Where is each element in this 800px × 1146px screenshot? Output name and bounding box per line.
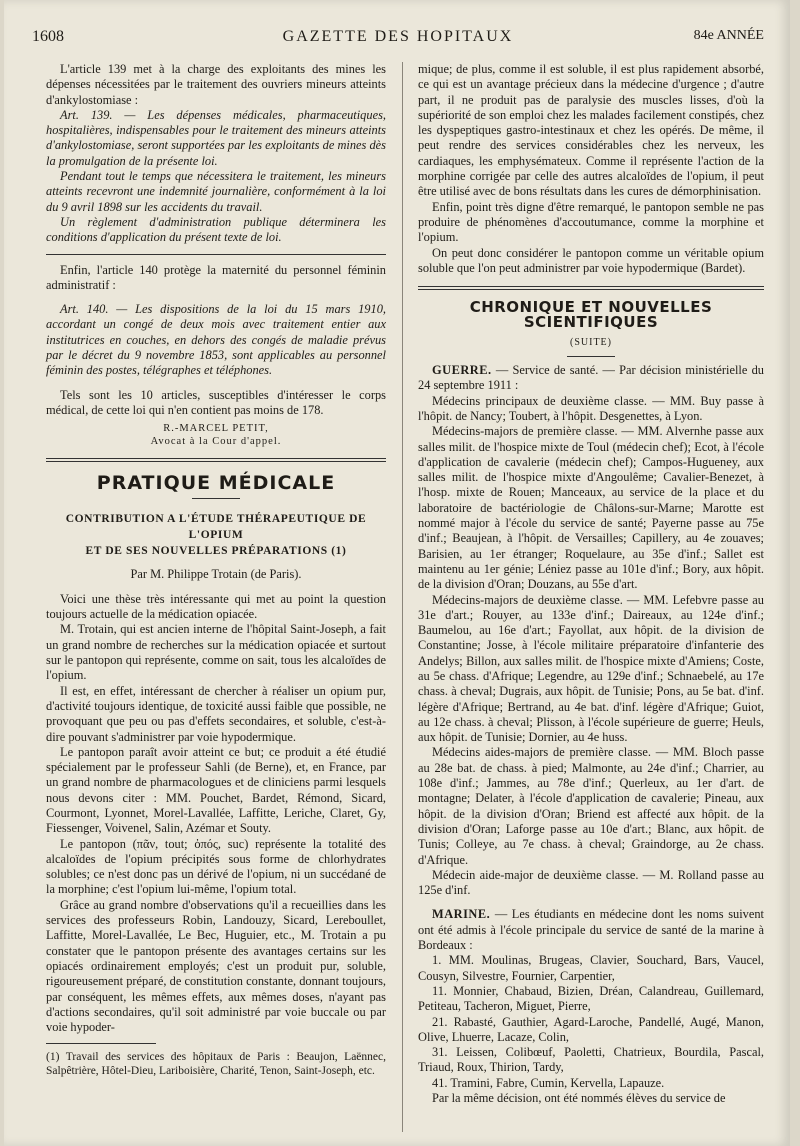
- section-title: PRATIQUE MÉDICALE: [96, 472, 336, 495]
- right-column: [418, 62, 764, 1106]
- list-item: 31. Leissen, Colibœuf, Paoletti, Chatrieux, Bourdila, Pascal, Triaud, Roux, Thirion, Tardy,: [418, 1045, 764, 1075]
- paragraph: mique; de plus, comme il est soluble, il est plus rapidement absorbé, ce qui est un avantage précieux dans la médecine d'urgence ; d'autre part, il ne produit pas de paralysie des muscles lisses, d'où la supériorité de son emploi chez les malades facilement constipés, chez les dyspeptiques gastro-intestinaux et chez les opérés. De même, il peut rendre des services considérables chez les nerveux, les cardiaques, les emphysémateux. Comme il représente l'action de la morphine corrigée par celle des autres alcaloïdes de l'opium, il peut être utilisé avec de bons résultats dans les cures de démorphinisation.: [418, 62, 764, 199]
- paragraph: Voici une thèse très intéressante qui met au point la question toujours actuelle de la médication opiacée.: [46, 591, 386, 622]
- paragraph: Le pantopon paraît avoir atteint ce but; ce produit a été étudié spécialement par le professeur Sahli (de Berne), et, en France, par un grand nombre de pharmacologues et de cliniciens parmi lesquels nous devons citer : MM. Pouchet, Bardet, Rémond, Sicard, Courmont, Lyonnet, Morel-Lavallée, Laffitte, Leriche, Claret, Gy, Fiessenger, Voivenel, Salin, Azémar et Souty.: [46, 744, 386, 836]
- paragraph: Médecins-majors de première classe. — MM. Alvernhe passe aux salles milit. de l'hospice mixte de Toul (médecin chef); Ecot, à l'école d'application de cavalerie (médecin chef); Campos-Hugueney, aux salles milit. de l'hospice mixte d'Angoulême; Cavalier-Benezet, à l'hosp. mixte de Rouen; Manceaux, au service de la place et du laboratoire de bactériologie de Châlons-sur-Marne; Marotte est nommé major à l'école du service de santé; Payerne passe au 75e d'inf.; Beaujean, à l'hôpit. de Versailles; Capillery, au 4e zouaves; Barisien, au 1er étranger; Roquelaure, au 35e d'inf.; Sallet est maintenu au 1er génie; Léniez passe au 101e d'inf.; Bory, aux hôpit. de la division d'Oran; Douzans, au 55e d'art.: [418, 424, 764, 592]
- article-139-indemnity: Pendant tout le temps que nécessitera le traitement, les mineurs atteints recevront une indemnité journalière, conformément à la loi du 9 avril 1898 sur les accidents du travail.: [46, 169, 386, 214]
- double-rule: [46, 458, 386, 462]
- article-139-regulation: Un règlement d'administration publique déterminera les conditions d'application du présent texte de loi.: [46, 214, 386, 245]
- footnote: (1) Travail des services des hôpitaux de Paris : Beaujon, Laënnec, Salpêtrière, Hôtel-Dieu, Lariboisière, Charité, Tenon, Saint-Joseph, etc.: [46, 1051, 386, 1078]
- paragraph: On peut donc considérer le pantopon comme un véritable opium soluble que l'on peut administrer par voie hypodermique (Bardet).: [418, 245, 764, 275]
- list-item: 21. Rabasté, Gauthier, Agard-Laroche, Pandellé, Augé, Manon, Olive, Lhuerre, Lacaze, Colin,: [418, 1014, 764, 1044]
- signature: [46, 422, 386, 448]
- divider: [46, 254, 386, 255]
- left-column: [46, 62, 386, 1078]
- paragraph: Il est, en effet, intéressant de chercher à réaliser un opium pur, d'activité toujours identique, de toxicité aussi faible que possible, ne provoquant que peu ou pas d'effets secondaires, et soluble, c'est-à-dire pouvant s'administrer par voie hypodermique.: [46, 683, 386, 744]
- byline: Par M. Philippe Trotain (de Paris).: [130, 566, 302, 581]
- marine-heading: — Les étudiants en médecine dont les noms suivent ont été admis à l'école principale du service de santé de la marine à Bordeaux :: [418, 907, 764, 953]
- paragraph: L'article 139 met à la charge des exploitants des mines les dépenses nécessitées par le traitement des ouvriers mineurs atteints d'ankylostomiase :: [46, 62, 386, 107]
- paragraph: Tels sont les 10 articles, susceptibles d'intéresser le corps médical, de cette loi qui n'en contient pas moins de 178.: [46, 387, 386, 417]
- column-separator: [402, 62, 403, 1132]
- list-item: 11. Monnier, Chabaud, Bizien, Dréan, Calandreau, Guillemard, Petiteau, Tacheron, Miguet, Pierre,: [418, 983, 764, 1014]
- author-title: Avocat à la Cour d'appel.: [150, 436, 282, 448]
- author-name: R.-MARCEL PETIT,: [163, 423, 269, 435]
- article-subtitle: [46, 511, 386, 559]
- paragraph-guerre: [418, 363, 764, 394]
- suite-label: (SUITE): [570, 336, 612, 348]
- footnote-rule: [46, 1043, 156, 1044]
- paragraph: M. Trotain, qui est ancien interne de l'hôpital Saint-Joseph, a fait un grand nombre de recherches sur la médication opiacée et surtout sur le pantopon qui représente, comme on sait, tous les alcaloïdes de l'opium.: [46, 622, 386, 683]
- page-number: 1608: [32, 28, 64, 45]
- section-title: CHRONIQUE ET NOUVELLES SCIENTIFIQUES: [469, 298, 713, 332]
- keyword-guerre: GUERRE.: [432, 363, 492, 378]
- paragraph: Enfin, l'article 140 protège la maternité du personnel féminin administratif :: [46, 262, 386, 292]
- paragraph: Par la même décision, ont été nommés élèves du service de: [432, 1091, 726, 1105]
- article-140: Art. 140. — Les dispositions de la loi du 15 mars 1910, accordant un congé de deux mois avec traitement entier aux institutrices en couches, en dehors des congés de maladie prévus par le décret du 9 novembre 1853, sont applicables au personnel féminin des postes, télégraphes et téléphones.: [46, 302, 386, 378]
- short-rule: [567, 356, 615, 357]
- page: [4, 0, 790, 1146]
- keyword-marine: MARINE.: [432, 907, 491, 922]
- list-item: 41. Tramini, Fabre, Cumin, Kervella, Lapauze.: [432, 1075, 665, 1090]
- paragraph: Le pantopon (πᾶν, tout; ὀπός, suc) représente la totalité des alcaloïdes de l'opium précipités sous forme de chlorhydrates solubles; ce n'est donc pas un dérivé de l'opium, ni un succédané de la morphine; c'est l'opium lui-même, l'opium total.: [46, 836, 386, 897]
- year-label: 84e ANNÉE: [693, 28, 764, 43]
- double-rule: [418, 286, 764, 290]
- paragraph: Enfin, point très digne d'être remarqué, le pantopon semble ne pas produire de phénomènes d'accoutumance, comme la morphine et l'opium.: [418, 199, 764, 245]
- list-item: 1. MM. Moulinas, Brugeas, Clavier, Souchard, Bars, Vaucel, Cousyn, Silvestre, Fournier, Carpentier,: [418, 953, 764, 983]
- subtitle-line-1: CONTRIBUTION A L'ÉTUDE THÉRAPEUTIQUE DE L'OPIUM: [65, 512, 367, 541]
- short-rule: [192, 498, 240, 499]
- subtitle-line-2: ET DE SES NOUVELLES PRÉPARATIONS (1): [85, 544, 347, 557]
- paragraph: Médecins principaux de deuxième classe. — MM. Buy passe à l'hôpit. de Nancy; Toubert, à l'hôpit. Desgenettes, à Lyon.: [418, 393, 764, 423]
- paragraph: Médecin aide-major de deuxième classe. — M. Rolland passe au 125e d'inf.: [418, 867, 764, 898]
- paragraph-marine: [418, 907, 764, 953]
- journal-title: GAZETTE DES HOPITAUX: [282, 28, 514, 45]
- paragraph: Médecins aides-majors de première classe. — MM. Bloch passe au 28e bat. de chass. à pied; Malmonte, au 24e d'inf.; Charrier, au 108e d'inf.; Jammes, au 78e d'inf.; Querleux, au 1er d'art. de montagne; Delater, à l'école d'application de cavalerie; Pineau, aux hôpit. de la division d'Oran; Briend est affecté aux hôpit. de la division d'Oran; Laforge passe au 10e d'art.; Blanc, aux hôpit. de Tunis; Colleye, au 7e chass. à cheval; Graindorge, au 2e chass. d'Afrique.: [418, 745, 764, 867]
- paragraph: Grâce au grand nombre d'observations qu'il a recueillies dans les services des professeurs Robin, Landouzy, Sicard, Lereboullet, Laffitte, Morel-Lavallée, Le Bec, Huguier, etc., M. Trotain a pu constater que le pantopon présente des avantages certains sur les opiacés ordinairement employés; c'est un produit pur, soluble, rigoureusement préparé, de constitution constante, donnant toujours, par conséquent, les mêmes effets, aux mêmes doses, n'ayant pas d'actions secondaires, qu'il soit administré par voie buccale ou par voie hypoder-: [46, 897, 386, 1035]
- guerre-heading: — Service de santé. — Par décision ministérielle du 24 septembre 1911 :: [418, 363, 764, 393]
- page-header: [32, 28, 764, 52]
- paragraph: Médecins-majors de deuxième classe. — MM. Lefebvre passe au 31e d'art.; Rouyer, au 133e d'inf.; Daireaux, au 124e d'inf.; Baumelou, au 16e d'art.; Fayollat, aux hôpit. de la division de Constantine; Josse, à l'école militaire préparatoire d'infanterie des Andelys; Billon, aux salles milit. de l'hospice mixte d'Amiens; Coste, au 5e chass. d'Afrique; Legendre, au 129e d'inf.; Schnaebelé, au 17e chass. à cheval; Dugrais, aux hôpit. de Tunisie; Pons, au 5e bat. d'inf. légère d'Afrique; Bertrand, au 4e bat. d'inf. légère d'Afrique; Guiot, au 12e chass. à cheval; Plisson, à l'école supérieure de guerre; Heuls, aux hôpit. de Tunisie; Dornier, au 4e huss.: [418, 592, 764, 745]
- article-139: Art. 139. — Les dépenses médicales, pharmaceutiques, hospitalières, indispensables pour le traitement des mineurs atteints d'ankylostomiase, seront supportées par les exploitants de mines dès la promulgation de la présente loi.: [46, 107, 386, 168]
